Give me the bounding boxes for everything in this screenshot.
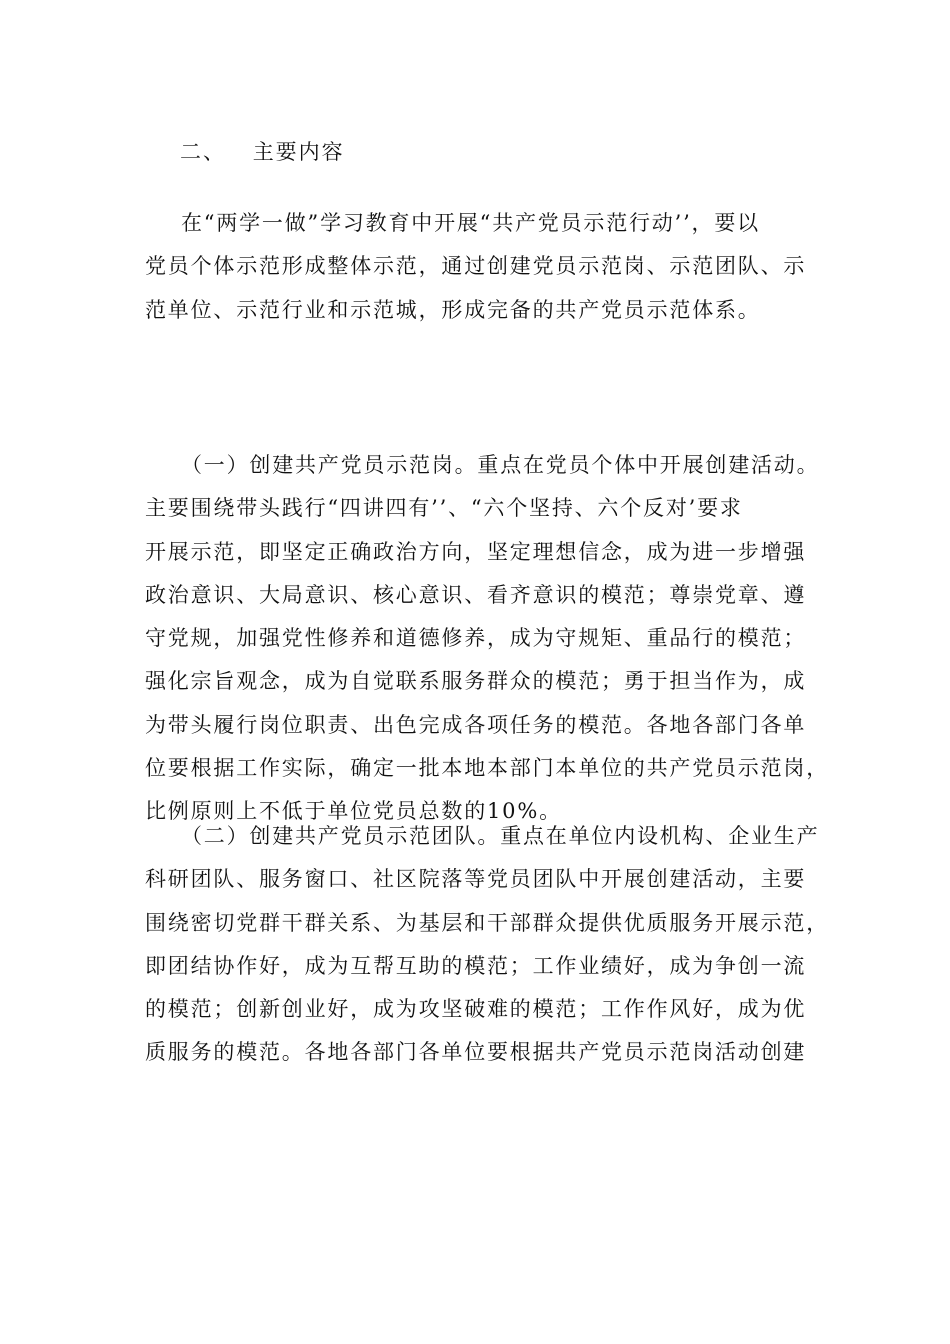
paragraph-demo-team <box>145 815 829 1075</box>
paragraph-line: （一）创建共产党员示范岗。重点在党员个体中开展创建活动。 <box>181 453 820 477</box>
paragraph-line: 强化宗旨观念，成为自觉联系服务群众的模范；勇于担当作为，成 <box>145 669 807 694</box>
paragraph-demo-post <box>145 444 829 834</box>
paragraph-line: 科研团队、服务窗口、社区院落等党员团队中开展创建活动，主要 <box>145 867 807 892</box>
paragraph-intro <box>145 202 805 332</box>
paragraph-line: 党员个体示范形成整体示范，通过创建党员示范岗、示范团队、示 <box>145 254 807 279</box>
paragraph-line: 即团结协作好，成为互帮互助的模范；工作业绩好，成为争创一流 <box>145 953 807 978</box>
paragraph-line: 政治意识、大局意识、核心意识、看齐意识的模范；尊崇党章、遵 <box>145 582 807 607</box>
paragraph-line: 开展示范，即坚定正确政治方向，坚定理想信念，成为进一步增强 <box>145 539 807 564</box>
paragraph-line: （二）创建共产党员示范团队。重点在单位内设机构、企业生产 <box>181 824 820 848</box>
paragraph-line: 在“两学一做”学习教育中开展“共产党员示范行动’’，要以 <box>181 211 760 235</box>
paragraph-line: 范单位、示范行业和示范城，形成完备的共产党员示范体系。 <box>145 297 761 322</box>
paragraph-line: 位要根据工作实际，确定一批本地本部门本单位的共产党员示范岗， <box>145 756 829 781</box>
paragraph-line: 围绕密切党群干群关系、为基层和干部群众提供优质服务开展示范， <box>145 910 829 935</box>
paragraph-line: 为带头履行岗位职责、出色完成各项任务的模范。各地各部门各单 <box>145 712 807 737</box>
paragraph-line: 比例原则上不低于单位党员总数的10%。 <box>145 799 562 824</box>
section-title: 主要内容 <box>252 140 345 164</box>
section-heading <box>180 130 345 174</box>
paragraph-line: 的模范；创新创业好，成为攻坚破难的模范；工作作风好，成为优 <box>145 997 807 1022</box>
paragraph-line: 主要围绕带头践行“四讲四有’’、“六个坚持、六个反对’要求 <box>145 496 743 521</box>
paragraph-line: 守党规，加强党性修养和道德修养，成为守规矩、重品行的模范； <box>145 626 807 651</box>
section-number: 二、 <box>180 140 226 164</box>
paragraph-line: 质服务的模范。各地各部门各单位要根据共产党员示范岗活动创建 <box>145 1040 807 1065</box>
